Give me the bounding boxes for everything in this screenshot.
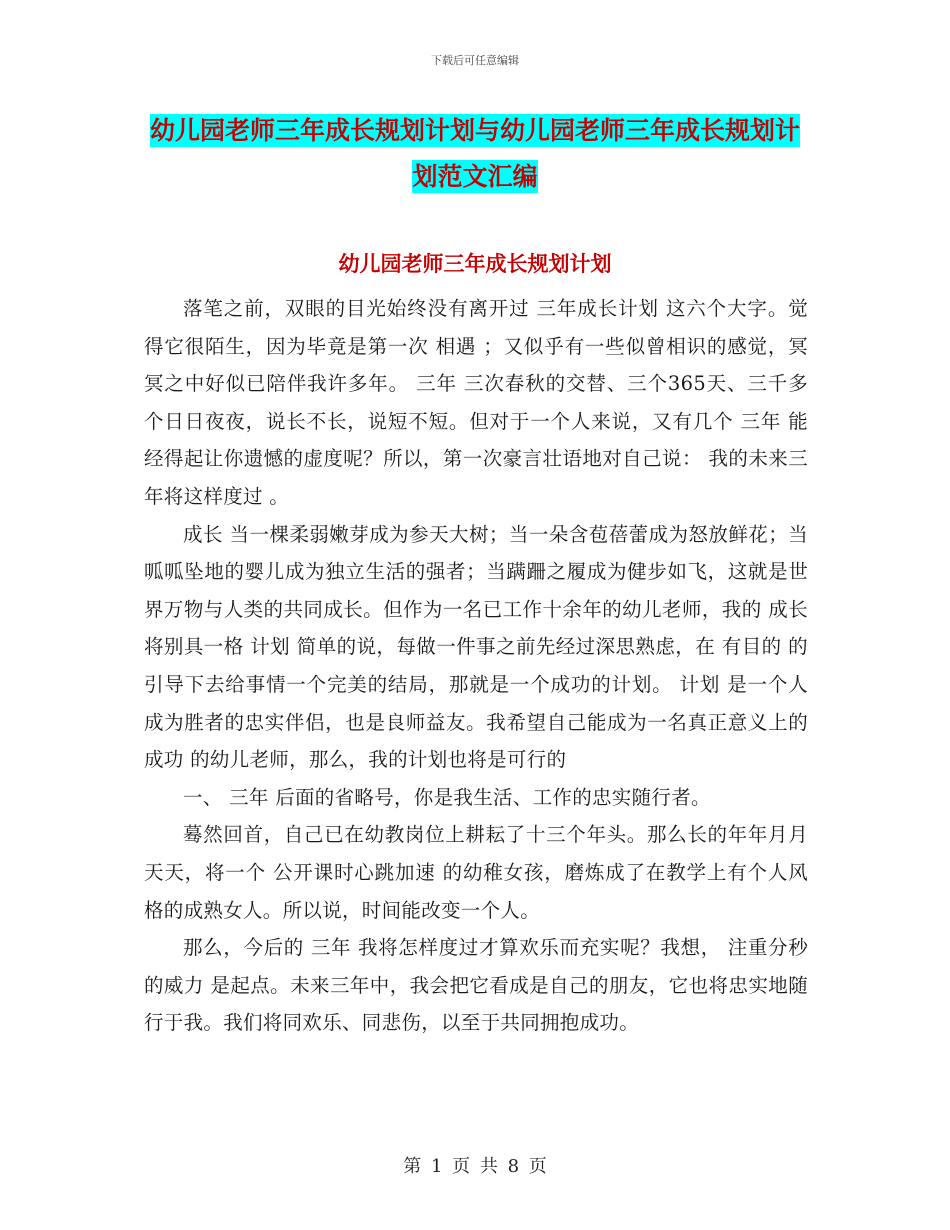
paragraph: 蓦然回首，自己已在幼教岗位上耕耘了十三个年头。那么长的年年月月天天，将一个 公开课时心跳加速 的幼稚女孩，磨炼成了在教学上有个人风格的成熟女人。所以说，时间能改变一个人。	[144, 823, 808, 922]
paragraph: 落笔之前，双眼的目光始终没有离开过 三年成长计划 这六个大字。觉得它很陌生，因为毕竟是第一次 相遇 ；又似乎有一些似曾相识的感觉，冥冥之中好似已陪伴我许多年。 三年 三次春秋的交替、三个365天、三千多个日日夜夜，说长不长，说短不短。但对于一个人来说，又有几个 三年 能经得起让你遗憾的虚度呢？所以，第一次豪言壮语地对自己说： 我的未来三年将这样度过 。	[144, 297, 808, 508]
paragraph: 成长 当一棵柔弱嫩芽成为参天大树；当一朵含苞蓓蕾成为怒放鲜花；当呱呱坠地的婴儿成为独立生活的强者；当蹒跚之履成为健步如飞，这就是世界万物与人类的共同成长。但作为一名已工作十余年的幼儿老师，我的 成长 将别具一格 计划 简单的说，每做一件事之前先经过深思熟虑，在 有目的 的引导下去给事情一个完美的结局，那就是一个成功的计划。 计划 是一个人成为胜者的忠实伴侣，也是良师益友。我希望自己能成为一名真正意义上的 成功 的幼儿老师，那么，我的计划也将是可行的	[144, 522, 808, 772]
paragraph: 那么，今后的 三年 我将怎样度过才算欢乐而充实呢？我想， 注重分秒的威力 是起点。未来三年中，我会把它看成是自己的朋友，它也将忠实地随行于我。我们将同欢乐、同悲伤，以至于共同拥抱成功。	[144, 936, 808, 1035]
page-footer: 第 1 页 共 8 页	[403, 1156, 547, 1177]
header-note: 下载后可任意编辑	[431, 54, 519, 67]
document-title-text: 幼儿园老师三年成长规划计划与幼儿园老师三年成长规划计划范文汇编	[149, 116, 800, 191]
body-text	[144, 290, 808, 1042]
document-title	[140, 108, 810, 200]
paragraph: 一、 三年 后面的省略号，你是我生活、工作的忠实随行者。	[183, 785, 711, 809]
section-title: 幼儿园老师三年成长规划计划	[338, 251, 612, 276]
